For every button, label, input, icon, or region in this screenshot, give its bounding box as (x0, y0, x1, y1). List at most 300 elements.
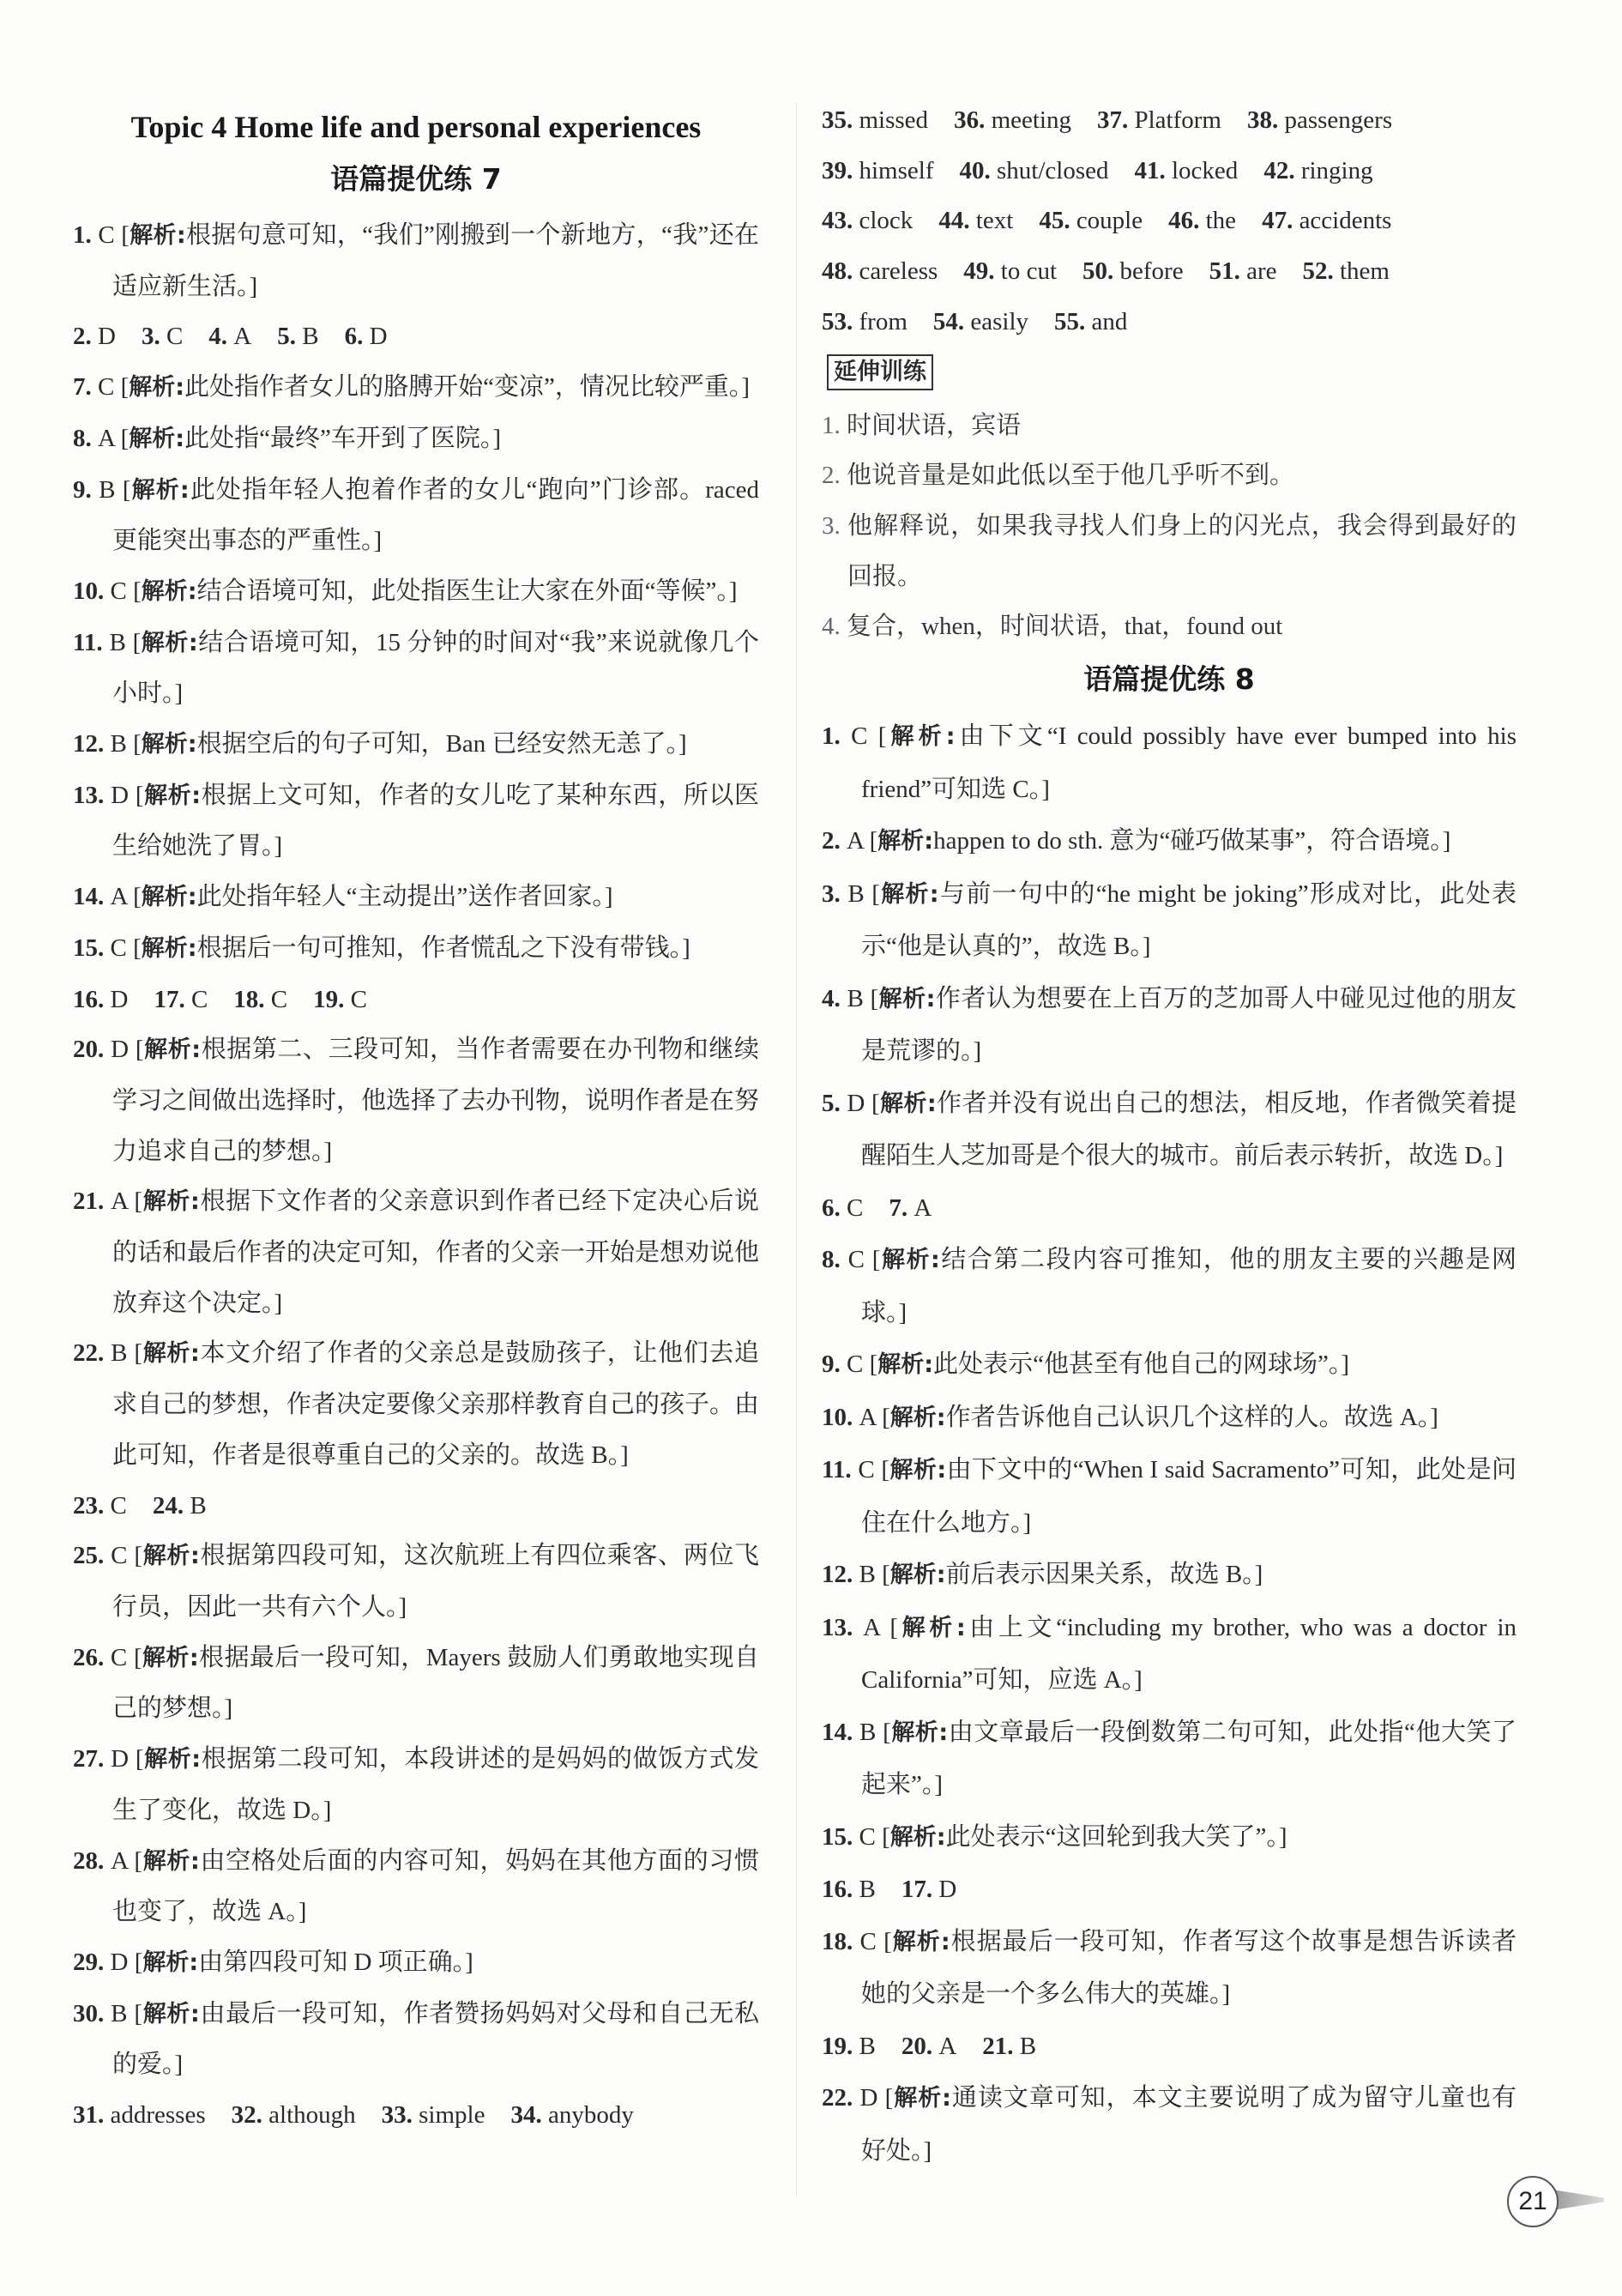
extension-body (822, 501, 1516, 601)
answer-entry (822, 1549, 1516, 1602)
answer-value: A (938, 2032, 957, 2060)
analysis-label: 解析: (142, 1644, 199, 1671)
answer-entry (73, 872, 759, 923)
bracket: ] (678, 730, 687, 758)
question-number: 8. (73, 424, 98, 452)
question-number: 7. (889, 1193, 914, 1222)
item-number: 3. (822, 511, 848, 540)
section-title-7: 语篇提优练 7 (330, 162, 502, 196)
bracket: ] (1442, 827, 1451, 855)
analysis-label: 解析: (141, 884, 197, 911)
left-column (73, 99, 759, 2141)
answer-body (73, 1989, 759, 2090)
answer-value: A (859, 1403, 883, 1431)
analysis-label: 解析: (129, 222, 186, 249)
analysis-text: 结合语境可知，15 分钟的时间对“我”来说就像几个小时。 (112, 628, 759, 708)
answer-body (73, 1176, 759, 1328)
answer-entry (73, 1836, 759, 1937)
analysis-label: 解析: (142, 1188, 200, 1216)
question-number: 28. (73, 1846, 112, 1875)
analysis-label: 解析: (143, 782, 202, 809)
answer-value: B (859, 2032, 876, 2060)
question-number: 7. (73, 373, 98, 402)
answer-value: addresses (110, 2101, 206, 2130)
question-number: 2. (822, 827, 847, 855)
answer-body (822, 710, 1516, 815)
answer-entry (822, 1338, 1516, 1392)
bracket: ] (923, 2136, 932, 2165)
answer-pair (960, 157, 1109, 184)
analysis-text: 前后表示因果关系，故选 B。 (945, 1561, 1255, 1589)
answer-value: and (1091, 307, 1128, 335)
answer-entry (73, 414, 759, 465)
answer-body (822, 1602, 1516, 1707)
question-number: 9. (822, 1350, 847, 1379)
question-number: 21. (982, 2032, 1020, 2060)
bracket: [ (869, 827, 878, 855)
answer-value: C (98, 373, 121, 402)
answer-entry (822, 196, 1516, 246)
bracket: ] (1142, 933, 1151, 961)
column-divider (796, 103, 797, 2196)
extension-body (822, 601, 1516, 652)
bracket: ] (728, 577, 738, 605)
bracket: [ (871, 1246, 881, 1274)
answer-pair (954, 106, 1071, 134)
answer-pair (1097, 106, 1221, 134)
answer-entry (822, 2021, 1516, 2073)
analysis-text: 此处表示“这回轮到我大笑了”。 (945, 1822, 1279, 1851)
answer-entry (73, 975, 759, 1025)
answer-value: the (1205, 207, 1237, 235)
answer-pair (73, 323, 116, 350)
answer-pair (345, 323, 388, 350)
answer-entry (822, 2072, 1516, 2177)
bracket: [ (133, 577, 142, 605)
answer-pair (142, 323, 183, 350)
answer-value: C (110, 934, 134, 962)
answer-value: D (859, 2084, 885, 2112)
answer-body (822, 1549, 1516, 1602)
answer-value: D (110, 1948, 135, 1976)
extension-answer: 他说音量是如此低以至于他几乎听不到。 (847, 462, 1295, 490)
analysis-text: 作者告诉他自己认识几个这样的人。故选 A。 (945, 1403, 1431, 1431)
analysis-text: 本文介绍了作者的父亲总是鼓励孩子，让他们去追求自己的梦想，作者决定要像父亲那样教育自己的孩子。由此可知，作者是很尊重自己的父亲的。故选 B。 (112, 1339, 760, 1469)
analysis-label: 解析: (890, 1719, 949, 1746)
bracket: [ (889, 1613, 899, 1641)
answer-body (73, 923, 759, 975)
answer-value: text (975, 207, 1014, 235)
answer-value: D (938, 1876, 957, 1904)
answer-entry (822, 95, 1516, 146)
answer-value: A (98, 424, 121, 452)
analysis-text: 根据第四段可知，这次航班上有四位乘客、两位飞行员，因此一共有六个人。 (112, 1542, 759, 1621)
answer-value: D (847, 1089, 872, 1117)
answer-entry (822, 1864, 1516, 1916)
bracket: [ (871, 1089, 880, 1117)
question-number: 18. (233, 985, 271, 1013)
answer-body (73, 414, 759, 465)
question-number: 49. (963, 257, 1001, 286)
bracket: [ (134, 1339, 143, 1368)
answer-entry (822, 1602, 1516, 1707)
answer-value: A (847, 827, 870, 855)
answer-value: B (847, 984, 871, 1012)
bracket: [ (882, 1561, 890, 1589)
answer-value: B (190, 1491, 207, 1520)
question-number: 10. (73, 577, 111, 605)
answer-value: from (859, 307, 907, 335)
answer-entry (73, 770, 759, 872)
bracket: [ (883, 1927, 892, 1955)
analysis-label: 解析: (889, 1823, 946, 1851)
bracket: [ (120, 373, 130, 402)
bracket: ] (1221, 1980, 1231, 2009)
question-number: 47. (1262, 207, 1299, 235)
answer-entry (822, 973, 1516, 1078)
answer-value: A (110, 883, 134, 911)
bracket: [ (122, 475, 131, 504)
question-number: 43. (822, 207, 859, 235)
answer-value: B (99, 475, 123, 504)
answer-list-7 (73, 210, 759, 2141)
answer-value: clock (859, 207, 914, 235)
bracket: ] (174, 680, 184, 708)
answer-body (822, 2072, 1516, 2177)
answer-value: D (111, 1036, 136, 1064)
bracket: [ (135, 1036, 144, 1064)
bracket: [ (121, 221, 130, 249)
answer-pair (1247, 106, 1392, 134)
analysis-label: 解析: (129, 374, 185, 402)
answer-entry (73, 1989, 759, 2090)
bracket: ] (1430, 1403, 1438, 1431)
answer-entry (822, 297, 1516, 347)
analysis-text: 根据空后的句子可知，Ban 已经安然无恙了。 (196, 730, 679, 758)
right-column (822, 95, 1516, 2177)
answer-entry (822, 246, 1516, 297)
answer-value: them (1340, 257, 1390, 286)
analysis-label: 解析: (143, 1036, 202, 1064)
analysis-text: 此处指年轻人“主动提出”送作者回家。 (196, 883, 605, 911)
answer-value: B (847, 879, 872, 908)
answer-value: C (851, 722, 878, 751)
bracket: ] (1022, 1508, 1032, 1537)
question-number: 1. (822, 722, 852, 751)
answer-value: B (859, 1718, 883, 1746)
analysis-label: 解析: (889, 1404, 946, 1431)
answer-body (822, 1707, 1516, 1811)
question-number: 50. (1082, 257, 1120, 286)
answer-pair (1209, 257, 1277, 285)
answer-value: A (111, 1187, 135, 1216)
question-number: 38. (1246, 106, 1285, 134)
bracket: ] (898, 1298, 907, 1326)
question-number: 12. (822, 1561, 859, 1589)
item-number: 2. (822, 462, 847, 490)
answer-body (73, 362, 759, 414)
analysis-text: 由最后一段可知，作者赞扬妈妈对父母和自己无私的爱。 (112, 1999, 759, 2079)
bracket: [ (134, 1948, 143, 1976)
analysis-text: 此处表示“他甚至有他自己的网球场”。 (933, 1350, 1342, 1379)
answer-value: C (166, 323, 184, 351)
answer-pair (277, 323, 318, 350)
analysis-label: 解析: (898, 1614, 966, 1641)
analysis-label: 解析: (142, 1340, 200, 1368)
question-number: 13. (73, 781, 112, 809)
answer-value: A (111, 1846, 135, 1875)
question-number: 45. (1039, 207, 1076, 235)
bracket: [ (869, 1350, 878, 1379)
bracket: ] (298, 1898, 307, 1926)
question-number: 2. (73, 323, 98, 351)
analysis-label: 解析: (886, 723, 956, 751)
page-number: 21 (1507, 2176, 1559, 2227)
question-number: 39. (822, 156, 859, 184)
extension-body (822, 450, 1516, 501)
answer-entry (73, 362, 759, 414)
question-number: 33. (381, 2101, 419, 2130)
question-number: 5. (822, 1089, 847, 1117)
answer-body (822, 1078, 1516, 1182)
bracket: ] (274, 1289, 283, 1317)
analysis-text: 作者认为想要在上百万的芝加哥人中碰见过他的朋友是荒谬的。 (861, 984, 1516, 1066)
answer-pair (901, 2033, 956, 2060)
answer-pair (901, 1876, 956, 1903)
answer-entry (73, 719, 759, 770)
answer-value: Platform (1134, 106, 1221, 134)
bracket: ] (224, 1695, 233, 1723)
analysis-label: 解析: (142, 2000, 200, 2027)
analysis-label: 解析: (141, 577, 197, 605)
question-number: 42. (1263, 156, 1301, 184)
answer-pair (822, 2033, 876, 2060)
question-number: 6. (344, 323, 370, 351)
bracket: [ (884, 2084, 894, 2112)
question-number: 15. (822, 1822, 859, 1851)
analysis-text: 根据后一句可推知，作者慌乱之下没有带钱。 (196, 934, 683, 962)
bracket: [ (134, 1542, 143, 1570)
question-number: 3. (822, 879, 848, 908)
answer-entry (822, 815, 1516, 868)
question-number: 52. (1302, 257, 1340, 286)
question-number: 46. (1168, 207, 1206, 235)
answer-pair (153, 1492, 207, 1520)
answer-value: C (847, 1246, 872, 1274)
answer-pair (1168, 207, 1236, 234)
question-number: 19. (313, 985, 351, 1013)
answer-value: B (111, 1999, 135, 2027)
answer-pair (822, 257, 938, 285)
question-number: 32. (231, 2101, 269, 2130)
bracket: [ (870, 984, 879, 1012)
answer-body (73, 1836, 759, 1937)
answer-pair (982, 2033, 1036, 2060)
answer-pair (938, 207, 1013, 234)
answer-pair (963, 257, 1057, 285)
answer-value: himself (859, 156, 934, 184)
question-number: 22. (822, 2084, 860, 2112)
question-number: 8. (822, 1246, 848, 1274)
fill-answer-list (822, 95, 1516, 347)
answer-entry (822, 1811, 1516, 1864)
answer-pair (1263, 157, 1372, 184)
question-number: 1. (73, 221, 99, 249)
answer-body (822, 1234, 1516, 1338)
answer-body (73, 566, 759, 618)
answer-body (73, 1024, 759, 1176)
question-number: 21. (73, 1187, 112, 1216)
answer-entry (73, 2090, 759, 2141)
answer-entry (822, 1078, 1516, 1182)
answer-entry (822, 1234, 1516, 1338)
answer-value: C (98, 221, 122, 249)
bracket: ] (1254, 1561, 1263, 1589)
bracket: ] (682, 934, 690, 962)
bracket: ] (323, 1137, 333, 1165)
bracket: ] (741, 373, 750, 402)
question-number: 18. (822, 1927, 860, 1955)
question-number: 24. (152, 1491, 190, 1520)
question-number: 41. (1134, 156, 1172, 184)
bracket: [ (133, 730, 142, 758)
bracket: [ (871, 879, 880, 908)
answer-value: A (233, 323, 252, 351)
answer-pair (73, 2101, 206, 2129)
answer-body (73, 1937, 759, 1989)
extension-body (822, 401, 1516, 451)
question-number: 54. (932, 307, 971, 335)
answer-pair (933, 308, 1028, 335)
answer-value: C (858, 1456, 882, 1484)
bracket: [ (135, 781, 144, 809)
answer-pair (1303, 257, 1390, 285)
extension-item (822, 401, 1516, 451)
analysis-text: 由下文中的“When I said Sacramento”可知，此处是问住在什么地方。 (861, 1456, 1517, 1537)
answer-pair (1082, 257, 1184, 285)
answer-value: to cut (1000, 257, 1058, 286)
answer-value: D (98, 323, 116, 351)
answer-value: meeting (991, 106, 1071, 134)
question-number: 34. (510, 2101, 548, 2130)
answer-value: C (110, 1491, 127, 1520)
question-number: 27. (73, 1745, 112, 1773)
answer-body (73, 210, 759, 311)
answer-entry (73, 465, 759, 566)
answer-entry (73, 1176, 759, 1328)
extension-item (822, 501, 1516, 601)
answer-pair (382, 2101, 485, 2129)
answer-body (73, 465, 759, 566)
analysis-text: 此处指“最终”车开到了医院。 (184, 424, 493, 452)
bracket: ] (1041, 775, 1050, 803)
question-number: 55. (1054, 307, 1092, 335)
answer-body (73, 1328, 759, 1480)
question-number: 30. (73, 1999, 112, 2027)
analysis-label: 解析: (141, 731, 197, 758)
question-number: 36. (954, 106, 992, 134)
answer-pair (822, 106, 928, 134)
question-number: 20. (901, 2032, 939, 2060)
analysis-text: 通读文章可知，本文主要说明了成为留守儿童也有好处。 (861, 2084, 1516, 2165)
question-number: 25. (73, 1542, 112, 1570)
analysis-label: 解析: (879, 880, 939, 908)
bracket: ] (1341, 1350, 1349, 1379)
bracket: [ (120, 424, 130, 452)
bracket: [ (882, 1403, 890, 1431)
answer-body (73, 719, 759, 770)
analysis-label: 解析: (879, 1090, 937, 1117)
question-number: 16. (822, 1876, 859, 1904)
answer-pair (1135, 157, 1239, 184)
answer-pair (822, 1194, 863, 1222)
answer-value: B (859, 1876, 876, 1904)
answer-entry (822, 1392, 1516, 1445)
bracket: ] (620, 1441, 629, 1469)
analysis-text: 由下文“I could possibly have ever bumped into his friend”可知选 C。 (861, 722, 1516, 803)
answer-value: C (190, 985, 208, 1013)
answer-entry (822, 146, 1516, 196)
question-number: 11. (822, 1456, 859, 1484)
question-number: 31. (73, 2101, 111, 2130)
answer-pair (1039, 207, 1143, 234)
bracket: ] (1134, 1666, 1143, 1695)
answer-entry (822, 1444, 1516, 1549)
bracket: ] (465, 1948, 473, 1976)
bracket: [ (133, 1643, 142, 1671)
extension-training-label: 延伸训练 (827, 354, 933, 390)
question-number: 23. (73, 1491, 111, 1520)
answer-value: passengers (1284, 106, 1393, 134)
answer-value: anybody (547, 2101, 634, 2130)
answer-body (822, 1444, 1516, 1549)
bracket: [ (883, 1718, 891, 1746)
answer-value: careless (859, 257, 938, 286)
bracket: ] (492, 424, 501, 452)
answer-body (822, 815, 1516, 868)
extension-answer: 他解释说，如果我寻找人们身上的闪光点，我会得到最好的回报。 (847, 511, 1516, 590)
question-number: 17. (901, 1876, 939, 1904)
bracket: [ (132, 628, 142, 656)
answer-entry (73, 311, 759, 362)
answer-value: A (914, 1193, 932, 1222)
topic-title: Topic 4 Home life and personal experiences (130, 110, 702, 144)
answer-value: D (369, 323, 388, 351)
answer-entry (73, 1734, 759, 1835)
answer-entry (822, 868, 1516, 973)
analysis-label: 解析: (877, 1351, 934, 1379)
analysis-text: 由文章最后一段倒数第二句可知，此处指“他大笑了起来”。 (861, 1718, 1517, 1799)
answer-value: C (270, 985, 288, 1013)
section-title-8: 语篇提优练 8 (1083, 662, 1255, 697)
analysis-label: 解析: (142, 1949, 199, 1976)
answer-value: C (111, 1542, 135, 1570)
answer-value: ringing (1300, 156, 1373, 184)
answer-pair (822, 1876, 876, 1903)
analysis-text: 作者并没有说出自己的想法，相反地，作者微笑着提醒陌生人芝加哥是个很大的城市。前后表示转折，故选 D。 (861, 1089, 1516, 1170)
bracket: [ (881, 1456, 890, 1484)
analysis-label: 解析: (142, 1543, 200, 1570)
bracket: ] (373, 527, 383, 555)
analysis-label: 解析: (878, 985, 936, 1012)
bracket: ] (1494, 1142, 1504, 1170)
analysis-text: 由空格处后面的内容可知，妈妈在其他方面的习惯也变了，故选 A。 (112, 1846, 759, 1926)
answer-entry (822, 1707, 1516, 1811)
answer-pair (1262, 207, 1391, 234)
question-number: 35. (822, 106, 859, 134)
answer-entry (73, 210, 759, 311)
answer-value: are (1246, 257, 1277, 286)
